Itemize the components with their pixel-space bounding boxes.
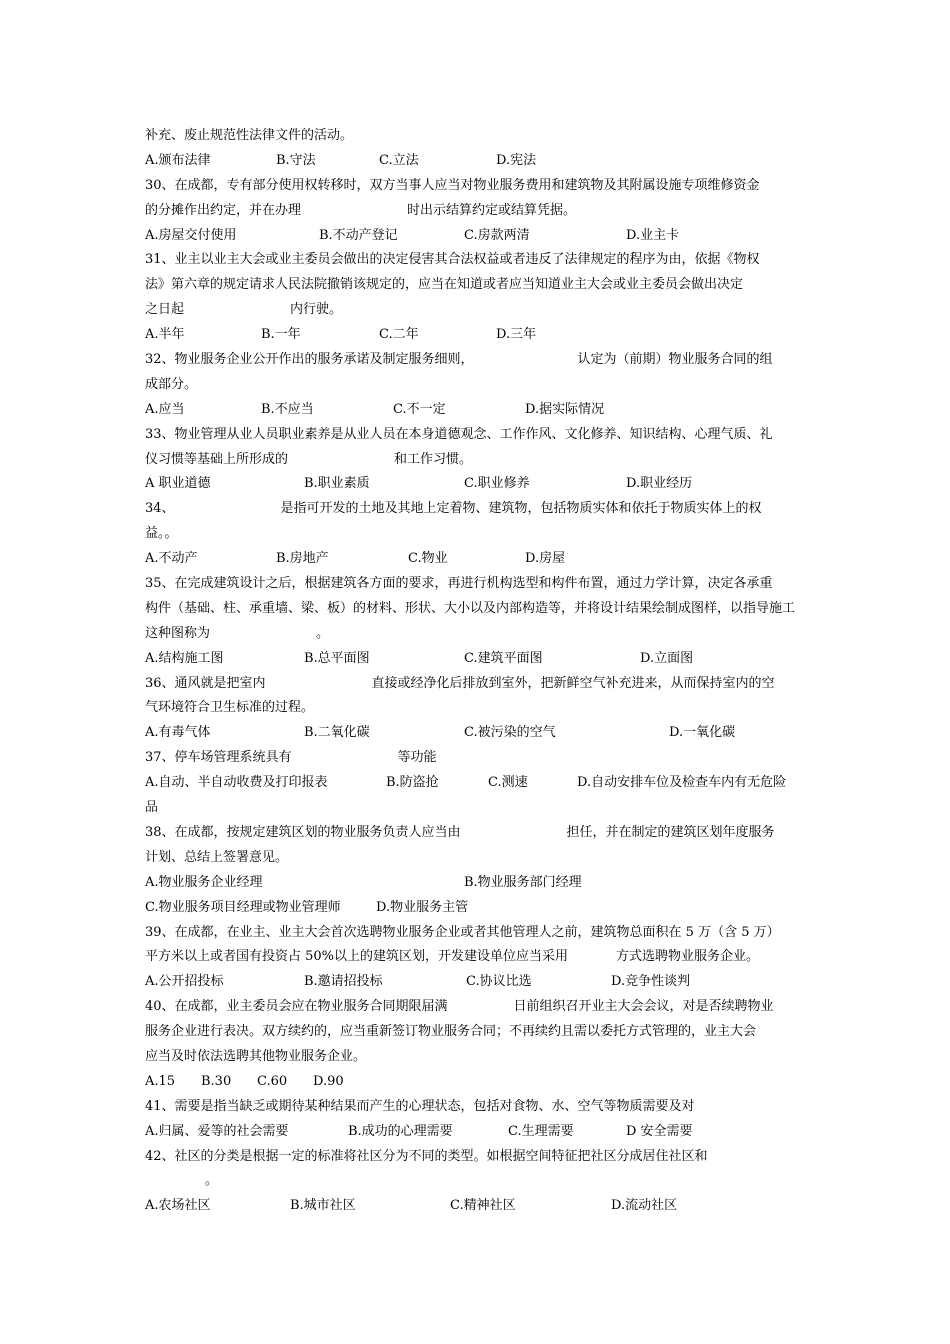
q35-line-3: 这种图称为 。	[145, 625, 330, 641]
option-c: C.物业服务项目经理或物业管理师	[145, 899, 341, 915]
q37-options	[145, 771, 810, 796]
option-b: B.不应当	[261, 401, 314, 417]
q32-line-1: 32、物业服务企业公开作出的服务承诺及制定服务细则， 认定为（前期）物业服务合同的组	[145, 352, 773, 368]
option-a: A.应当	[145, 401, 185, 417]
option-a: A.房屋交付使用	[145, 227, 237, 243]
q30-options	[145, 224, 810, 249]
q35-options	[145, 647, 810, 672]
q35-line-2: 构件（基础、柱、承重墙、梁、板）的材料、形状、大小以及内部构造等，并将设计结果绘制成图样，以指导施工	[145, 600, 796, 616]
q31-options	[145, 323, 810, 348]
intro-options	[145, 149, 810, 174]
option-b: B.30	[201, 1073, 232, 1089]
q30-line-1: 30、在成都，专有部分使用权转移时，双方当事人应当对物业服务费用和建筑物及其附属设施专项维修资金	[145, 177, 760, 193]
option-d: D.一氧化碳	[669, 725, 736, 741]
option-c: C.物业	[408, 551, 448, 567]
option-c: C.被污染的空气	[464, 725, 556, 741]
option-d: D.自动安排车位及检查车内有无危险	[577, 775, 787, 791]
option-d: D.据实际情况	[525, 401, 605, 417]
option-d: D.业主卡	[626, 227, 680, 243]
option-b: B.邀请招投标	[304, 974, 383, 990]
option-c: C.二年	[379, 327, 419, 343]
option-a: A.自动、半自动收费及打印报表	[145, 775, 328, 791]
option-a: A.结构施工图	[145, 650, 224, 666]
option-d: D.房屋	[525, 551, 566, 567]
q38-line-2: 计划、总结上签署意见。	[145, 849, 289, 865]
q31-line-2: 法》第六章的规定请求人民法院撤销该规定的，应当在知道或者应当知道业主大会或业主委员会做出决定	[145, 277, 744, 293]
option-b: B.城市社区	[290, 1198, 356, 1214]
q42-line-1: 42、社区的分类是根据一定的标准将社区分为不同的类型。如根据空间特征把社区分成居住社区和	[145, 1148, 708, 1164]
question-list	[145, 124, 810, 1219]
option-b: B.总平面图	[304, 650, 370, 666]
option-c: C.不一定	[393, 401, 446, 417]
option-b: B.不动产登记	[319, 227, 398, 243]
option-d: D.职业经历	[626, 476, 693, 492]
option-b: B.房地产	[276, 551, 329, 567]
q38-options-row-2	[145, 896, 810, 921]
option-c: C.建筑平面图	[464, 650, 543, 666]
option-c: C.60	[257, 1073, 288, 1089]
q34-options	[145, 547, 810, 572]
q36-line-1: 36、通风就是把室内 直接或经净化后排放到室外，把新鲜空气补充进来，从而保持室内的空	[145, 675, 775, 691]
q32-line-2: 成部分。	[145, 376, 198, 392]
option-a: A.农场社区	[145, 1198, 211, 1214]
q37-option-d-continued: 品	[145, 800, 159, 816]
option-b: B.防盗抢	[386, 775, 439, 791]
option-c: C.协议比选	[466, 974, 532, 990]
option-a: A.物业服务企业经理	[145, 874, 263, 890]
q39-line-2: 平方米以上或者国有投资占 50%以上的建筑区划，开发建设单位应当采用 方式选聘物业服务企业。	[145, 949, 760, 965]
q36-options	[145, 721, 810, 746]
option-c: C.生理需要	[508, 1123, 574, 1139]
option-c: C.测速	[488, 775, 528, 791]
q31-line-3: 之日起 内行驶。	[145, 302, 343, 318]
option-b: B.职业素质	[304, 476, 370, 492]
q33-line-1: 33、物业管理从业人员职业素养是从业人员在本身道德观念、工作作风、文化修养、知识结构、心理气质、礼	[145, 426, 773, 442]
q31-line-1: 31、业主以业主大会或业主委员会做出的决定侵害其合法权益或者违反了法律规定的程序为由，依据《物权	[145, 252, 760, 268]
option-a: A.公开招投标	[145, 974, 224, 990]
q36-line-2: 气环境符合卫生标准的过程。	[145, 700, 315, 716]
q38-line-1: 38、在成都，按规定建筑区划的物业服务负责人应当由 担任，并在制定的建筑区划年度服务	[145, 824, 775, 840]
option-a: A.不动产	[145, 551, 198, 567]
q39-line-1: 39、在成都，在业主、业主大会首次选聘物业服务企业或者其他管理人之前，建筑物总面积在 5 万（含 5 万）	[145, 924, 780, 940]
option-a: A.有毒气体	[145, 725, 211, 741]
option-b: B.物业服务部门经理	[464, 874, 582, 890]
q32-options	[145, 398, 810, 423]
q42-options	[145, 1194, 810, 1219]
q33-line-2: 仪习惯等基础上所形成的 和工作习惯。	[145, 451, 473, 467]
option-b: B.一年	[261, 327, 301, 343]
q38-options	[145, 871, 810, 896]
option-b: B.成功的心理需要	[348, 1123, 453, 1139]
option-d: D.90	[313, 1073, 344, 1089]
q41-line-1: 41、需要是指当缺乏或期待某种结果而产生的心理状态，包括对食物、水、空气等物质需要及对	[145, 1098, 695, 1114]
q34-line-1: 34、 是指可开发的土地及其地上定着物、建筑物，包括物质实体和依托于物质实体上的权	[145, 501, 762, 517]
q40-options	[145, 1070, 810, 1095]
option-a: A.15	[145, 1073, 176, 1089]
option-a: A.归属、爱等的社会需要	[145, 1123, 289, 1139]
option-c: C.职业修养	[464, 476, 530, 492]
q40-line-2: 服务企业进行表决。双方续约的，应当重新签订物业服务合同；不再续约且需以委托方式管理的，业主大会	[145, 1024, 757, 1040]
option-c: C.立法	[379, 152, 419, 168]
option-d: D.宪法	[496, 152, 537, 168]
option-d: D.物业服务主管	[376, 899, 469, 915]
q37-line-1: 37、停车场管理系统具有 等功能	[145, 750, 437, 766]
option-b: B.二氧化碳	[304, 725, 370, 741]
q40-line-1: 40、在成都，业主委员会应在物业服务合同期限届满 日前组织召开业主大会会议，对是否续聘物业	[145, 999, 774, 1015]
intro-text: 补充、废止规范性法律文件的活动。	[145, 128, 354, 143]
q34-line-2: 益。。	[145, 526, 178, 542]
option-d: D.流动社区	[611, 1198, 678, 1214]
q33-options	[145, 472, 810, 497]
q42-line-2: 。	[205, 1173, 219, 1189]
q30-line-2: 的分摊作出约定，并在办理 时出示结算约定或结算凭据。	[145, 202, 577, 218]
q39-options	[145, 970, 810, 995]
q41-options	[145, 1120, 810, 1145]
option-c: C.房款两清	[464, 227, 530, 243]
option-a: A.颁布法律	[145, 152, 211, 168]
option-b: B.守法	[276, 152, 316, 168]
option-d: D.三年	[496, 327, 537, 343]
option-a: A 职业道德	[145, 476, 211, 492]
option-a: A.半年	[145, 327, 185, 343]
q35-line-1: 35、在完成建筑设计之后，根据建筑各方面的要求，再进行机构选型和构件布置，通过力学计算，决定各承重	[145, 576, 773, 592]
option-d: D.立面图	[640, 650, 694, 666]
q40-line-3: 应当及时依法选聘其他物业服务企业。	[145, 1048, 367, 1064]
option-d: D.竞争性谈判	[611, 974, 691, 990]
option-d: D 安全需要	[626, 1123, 693, 1139]
option-c: C.精神社区	[450, 1198, 516, 1214]
